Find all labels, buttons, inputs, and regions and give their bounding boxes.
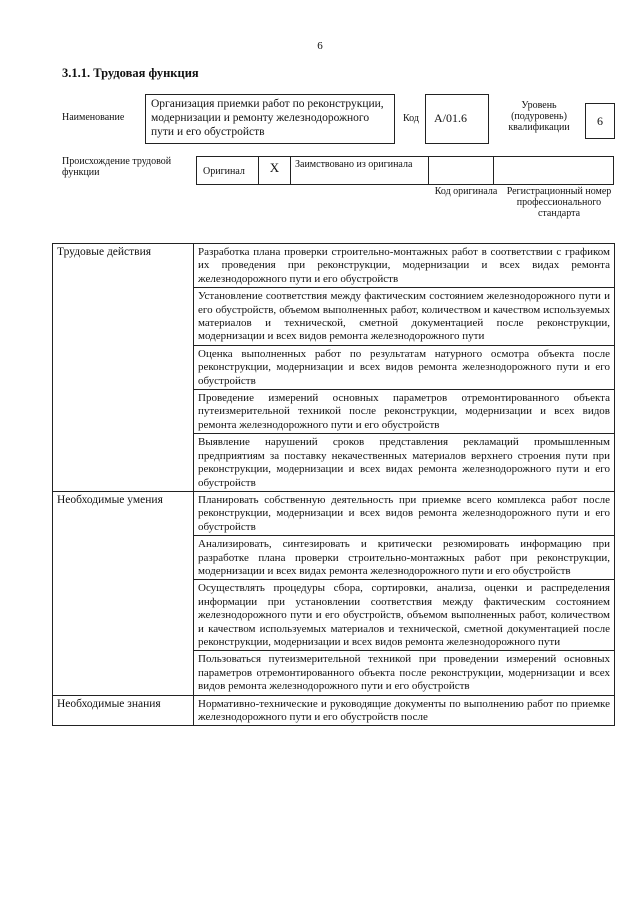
- original-code-cell: [428, 157, 493, 184]
- level-label: Уровень (подуровень) квалификации: [508, 100, 570, 133]
- labor-action-item: Установление соответствия между фактическим состоянием железнодорожного пути и его обустройств, объемом выполненных работ, количеством и качеством используемых материалов и технической, сметной документацией после реконструкции, модернизации и всех видов ремонта железнодорожного пути: [194, 288, 615, 346]
- labor-action-item: Выявление нарушений сроков представления рекламаций промышленным предприятиям за поставку некачественных материалов верхнего строения пути при реконструкции, модернизации и всех видах ремонта железнодорожного пути и его обустройств: [194, 434, 615, 492]
- labor-action-item: Оценка выполненных работ по результатам натурного осмотра объекта после реконструкции, модернизации и всех видов ремонта железнодорожного пути и его обустройств: [194, 345, 615, 389]
- table-row: [53, 695, 615, 726]
- name-label: Наименование: [62, 112, 125, 123]
- registration-number-cell: [493, 157, 614, 184]
- labor-action-item: Разработка плана проверки строительно-монтажных работ в соответствии с графиком их проведения при реконструкции, модернизации и всех видах ремонта железнодорожного пути и его обустройств: [194, 244, 615, 288]
- skill-item: Осуществлять процедуры сбора, сортировки, анализа, оценки и распределения информации при установлении соответствия между фактическим состоянием железнодорожного пути и его обустройств, объемом выполненных работ, количеством и качеством используемых материалов и технической, сметной документацией после реконструкции, модернизации и всех видов ремонта железнодорожного пути: [194, 580, 615, 651]
- skill-item: Планировать собственную деятельность при приемке всего комплекса работ после реконструкции, модернизации и всех видов ремонта железнодорожного пути и его обустройств: [194, 491, 615, 535]
- skill-item: Пользоваться путеизмерительной техникой при проведении измерений основных параметров отремонтированного объекта после реконструкции, модернизации и всех видов ремонта железнодорожного пути и его обустройств: [194, 651, 615, 695]
- knowledge-heading: Необходимые знания: [53, 695, 194, 726]
- knowledge-item: Нормативно-технические и руководящие документы по выполнению работ по приемке железнодорожного пути и его обустройств после: [194, 695, 615, 726]
- borrowed-label: Заимствовано из оригинала: [290, 157, 428, 184]
- labor-action-item: Проведение измерений основных параметров отремонтированного объекта путеизмерительной техникой после реконструкции, модернизации и всех видов ремонта железнодорожного пути и его обустройств: [194, 390, 615, 434]
- page-number: 6: [317, 40, 323, 52]
- original-label: Оригинал: [203, 166, 245, 177]
- code-field: А/01.6: [425, 94, 489, 144]
- level-field: 6: [585, 103, 615, 139]
- labor-actions-heading: Трудовые действия: [53, 244, 194, 492]
- table-row: [53, 491, 615, 535]
- table-row: [53, 244, 615, 288]
- code-original-caption: Код оригинала: [434, 186, 498, 197]
- original-cell: [196, 157, 258, 184]
- skill-item: Анализировать, синтезировать и критически резюмировать информацию при разработке плана проверки строительно-монтажных работ при реконструкции, модернизации и всех видах ремонта железнодорожного пути и его обустройств: [194, 536, 615, 580]
- origin-row: [196, 156, 614, 185]
- section-title: 3.1.1. Трудовая функция: [62, 66, 199, 80]
- registration-number-caption: Регистрационный номер профессионального стандарта: [506, 186, 612, 219]
- code-label: Код: [403, 113, 419, 124]
- function-table: [52, 243, 615, 726]
- original-mark: X: [258, 157, 290, 184]
- function-name-field: Организация приемки работ по реконструкции, модернизации и ремонту железнодорожного пути и его обустройств: [145, 94, 395, 144]
- skills-heading: Необходимые умения: [53, 491, 194, 695]
- origin-label: Происхождение трудовой функции: [62, 156, 172, 178]
